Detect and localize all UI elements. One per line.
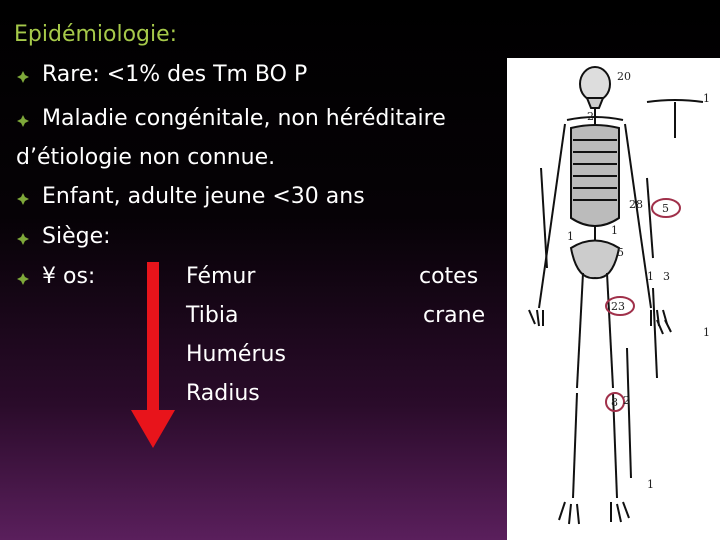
- bullet-age: Enfant, adulte jeune <30 ans: [42, 184, 365, 209]
- bullet-maladie: Maladie congénitale, non héréditaire: [42, 106, 446, 131]
- skeleton-label: 1: [647, 270, 654, 283]
- site-femur: Fémur: [186, 264, 256, 289]
- diamond-bullet-icon: [17, 71, 29, 83]
- bullet-os: ¥ os:: [42, 264, 96, 289]
- skeleton-label: 28: [629, 198, 643, 211]
- red-down-arrow-icon: [131, 262, 175, 448]
- skeleton-figure: [507, 58, 720, 540]
- skeleton-label: 8: [611, 396, 618, 409]
- skeleton-label: 5: [662, 202, 669, 215]
- diamond-bullet-icon: [17, 193, 29, 205]
- site-tibia: Tibia: [186, 303, 239, 328]
- skeleton-label: 2: [623, 394, 630, 407]
- bullet-maladie-continuation: d’étiologie non connue.: [16, 145, 276, 170]
- skeleton-drawing: [507, 58, 720, 540]
- diamond-bullet-icon: [17, 233, 29, 245]
- site-crane: crane: [423, 303, 486, 328]
- site-radius: Radius: [186, 381, 260, 406]
- site-cotes: cotes: [419, 264, 479, 289]
- skeleton-label: 2: [587, 110, 594, 123]
- bullet-rare: Rare: <1% des Tm BO P: [42, 62, 308, 87]
- diamond-bullet-icon: [17, 273, 29, 285]
- skeleton-label: 1: [647, 478, 654, 491]
- skeleton-label: 1: [703, 92, 710, 105]
- diamond-bullet-icon: [17, 115, 29, 127]
- skeleton-label: 3: [663, 270, 670, 283]
- site-humerus: Humérus: [186, 342, 286, 367]
- title-text: Epidémiologie: [14, 22, 170, 47]
- skeleton-label: 1: [611, 224, 618, 237]
- slide-title: [14, 22, 177, 47]
- title-colon: :: [169, 22, 178, 47]
- skeleton-label: 1: [567, 230, 574, 243]
- bullet-siege: Siège:: [42, 224, 111, 249]
- skeleton-label: 23: [611, 300, 625, 313]
- skeleton-label: 1: [703, 326, 710, 339]
- skeleton-label: 20: [617, 70, 631, 83]
- skeleton-label: 5: [617, 246, 624, 259]
